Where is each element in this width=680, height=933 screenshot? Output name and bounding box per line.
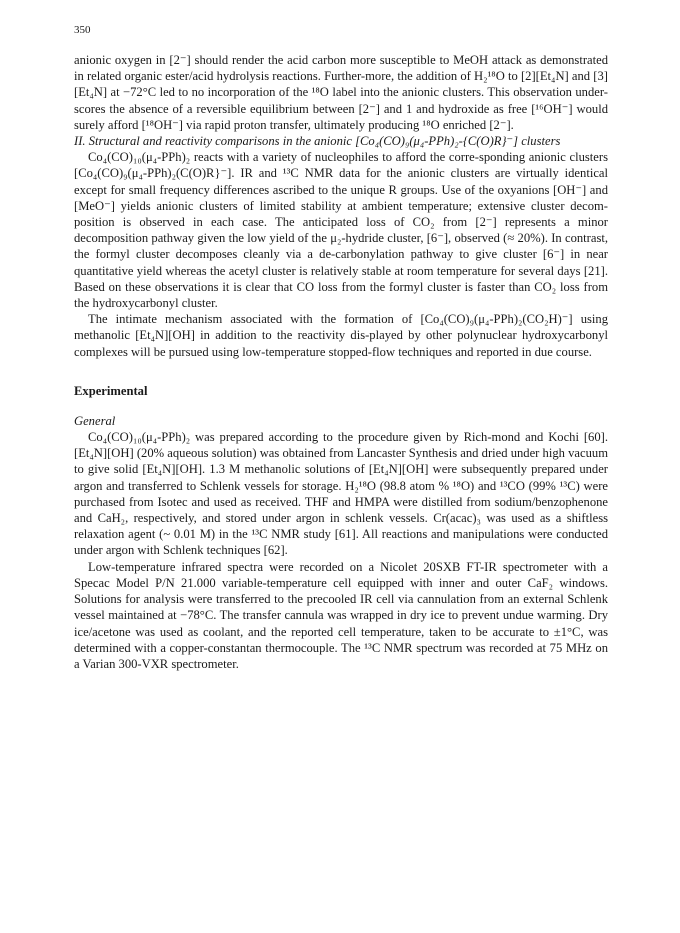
subsection-heading: II. Structural and reactivity comparisons in the anionic [Co₄(CO)₉(μ₄-PPh)₂-{C(O)R}⁻] clusters [74, 134, 561, 149]
page-number: 350 [74, 24, 91, 36]
body-paragraph: anionic oxygen in [2⁻] should render the acid carbon more susceptible to MeOH attack as demonstrated in related organic ester/acid hydrolysis reactions. Further-more, the addition of H₂¹⁸O to [2][Et₄N] and [3][Et₄N] at −72°C led to no incorporation of the ¹⁸O label into the anionic clusters. This observation under-scores the absence of a reversible equilibrium between [2⁻] and 1 and hydroxide as free [¹⁶OH⁻] would surely afford [¹⁸OH⁻] via rapid proton transfer, ultimately producing ¹⁸O enriched [2⁻]. [74, 53, 608, 132]
body-paragraph: Low-temperature infrared spectra were recorded on a Nicolet 20SXB FT-IR spectrometer with a Specac Model P/N 21.000 variable-temperature cell equipped with inner and outer CaF₂ windows. Solutions for analysis were transferred to the precooled IR cell via cannulation from an external Schlenk vessel maintained at −78°C. The transfer cannula was wrapped in dry ice to prevent undue warming. Dry ice/acetone was used as coolant, and the reported cell temperature, taken to be accurate to ±1°C, was determined with a copper-constantan thermocouple. The ¹³C NMR spectrum was recorded at 75 MHz on a Varian 300-VXR spectrometer. [74, 559, 608, 671]
body-paragraph: The intimate mechanism associated with the formation of [Co₄(CO)₉(μ₄-PPh)₂(CO₂H)⁻] using methanolic [Et₄N][OH] in addition to the reactivity dis-played by other polynuclear hydroxycarbonyl complexes will be pursued using low-temperature stopped-flow techniques and reported in due course. [74, 312, 608, 359]
body-paragraph: Co₄(CO)₁₀(μ₄-PPh)₂ reacts with a variety of nucleophiles to afford the corre-sponding anionic clusters [Co₄(CO)₉(μ₄-PPh)₂(C(O)R}⁻]. IR and ¹³C NMR data for the anionic clusters are virtually identical except for small frequency differences ascribed to the unique R groups. Use of the oxyanions [OH⁻] and [MeO⁻] yields anionic clusters of limited stability at ambient temperature; extensive cluster decom-position is observed in each case. The anticipated loss of CO₂ from [2⁻] represents a minor decomposition pathway given the low yield of the μ₂-hydride cluster, [6⁻], observed (≈ 20%). In contrast, the formyl cluster decomposes cleanly via a de-carbonylation pathway to give cluster [6⁻] in near quantitative yield whereas the acetyl cluster is relatively stable at room temperature for several days [21]. Based on these observations it is clear that CO loss from the formyl cluster is faster than CO₂ loss from the hydroxycarbonyl cluster. [74, 150, 608, 311]
journal-page [74, 24, 608, 672]
subsection-heading: General [74, 413, 116, 428]
section-heading: Experimental [74, 383, 148, 398]
body-paragraph: Co₄(CO)₁₀(μ₄-PPh)₂ was prepared according to the procedure given by Rich-mond and Kochi [60]. [Et₄N][OH] (20% aqueous solution) was obtained from Lancaster Synthesis and dried under high vacuum to give solid [Et₄N][OH]. 1.3 M methanolic solutions of [Et₄N][OH] were subsequently prepared under argon and transferred to Schlenk vessels for storage. H₂¹⁸O (98.8 atom % ¹⁸O) and ¹³CO (99% ¹³C) were purchased from Isotec and used as received. THF and HMPA were distilled from sodium/benzophenone and CaH₂, respectively, and stored under argon in schlenk vessels. Cr(acac)₃ was used as a shiftless relaxation agent (~ 0.01 M) in the ¹³C NMR study [61]. All reactions and manipulations were conducted under argon with Schlenk techniques [62]. [74, 430, 608, 558]
